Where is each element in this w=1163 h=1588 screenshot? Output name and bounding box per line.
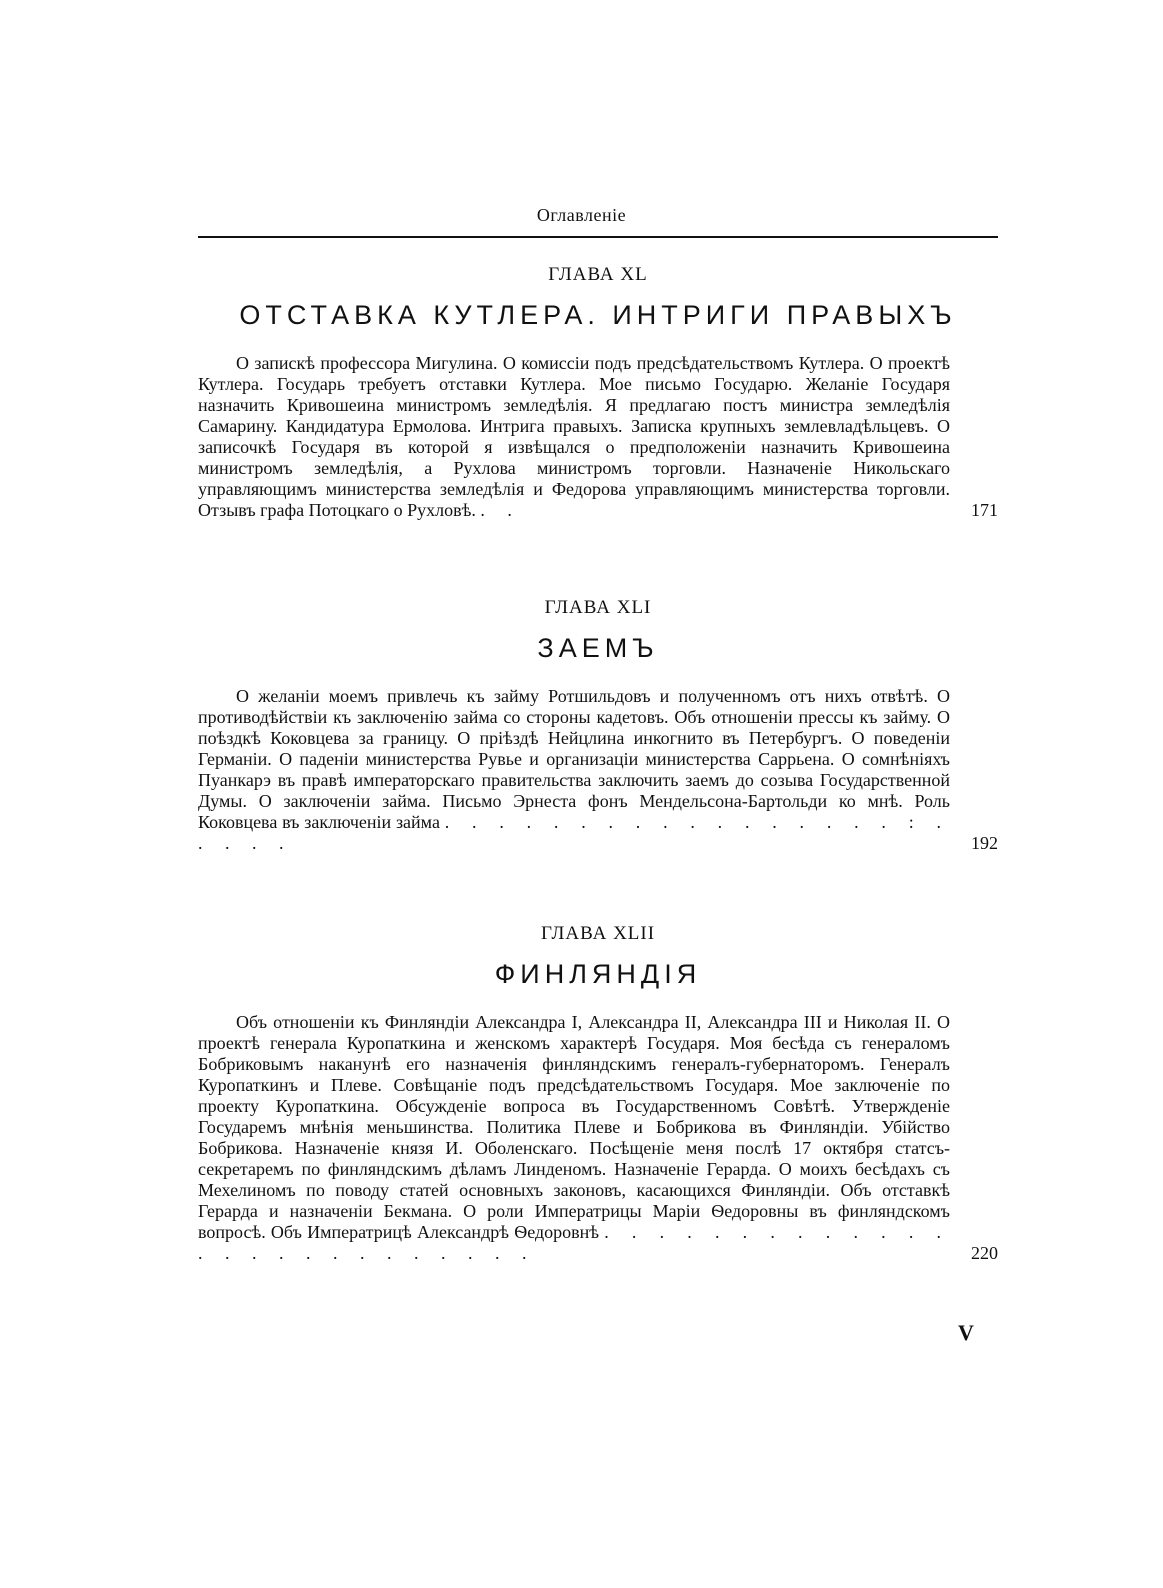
chapter-title: ЗАЕМЪ bbox=[537, 633, 659, 663]
chapter-label: ГЛАВА XLII bbox=[540, 923, 656, 944]
page-number: 192 bbox=[971, 833, 998, 853]
chapter-xl bbox=[198, 264, 998, 521]
chapter-title: ФИНЛЯНДІЯ bbox=[494, 959, 702, 989]
chapter-title: ОТСТАВКА КУТЛЕРА. ИНТРИГИ ПРАВЫХЪ bbox=[239, 300, 957, 330]
chapter-summary bbox=[198, 686, 998, 854]
header-rule bbox=[198, 236, 998, 238]
summary-text: О запискѣ профессора Мигулина. О комиссіи подъ предсѣдательствомъ Кутлера. О проектѣ Кутлера. Государь требуетъ отставки Кутлера. Мое письмо Государю. Желаніе Государя назначить Кривошеина министромъ земледѣлія. Я предлагаю постъ министра земледѣлія Самарину. Кандидатура Ермолова. Интрига правыхъ. Записка крупныхъ землевладѣльцевъ. О записочкѣ Государя въ которой я извѣщался о предположеніи назначить Кривошеина министромъ земледѣлія, а Рухлова министромъ торговли. Назначеніе Никольскаго управляющимъ министерства земледѣлія и Федорова управляющимъ министерства торговли. Отзывъ графа Потоцкаго о Рухловѣ. bbox=[198, 353, 950, 520]
dot-leader: . . . . . . . . . . . . . . . . . . . . . . . . . . bbox=[198, 1222, 951, 1263]
dot-leader: . . bbox=[480, 500, 521, 520]
chapter-summary bbox=[198, 353, 998, 521]
page-number: 220 bbox=[971, 1243, 998, 1263]
page-number: 171 bbox=[971, 500, 998, 520]
summary-text: О желаніи моемъ привлечь къ займу Ротшильдовъ и полученномъ отъ нихъ отвѣтѣ. О противодѣйствіи къ заключенію займа со стороны кадетовъ. Объ отношеніи прессы къ займу. О поѣздкѣ Коковцева за границу. О пріѣздѣ Нейцлина инкогнито въ Петербургъ. О поведеніи Германіи. О паденіи министерства Рувье и организаціи министерства Саррьена. О сомнѣніяхъ Пуанкарэ въ правѣ императорскаго правительства заключить заемъ до созыва Государственной Думы. О заключеніи займа. Письмо Эрнеста фонъ Мендельсона-Бартольди ко мнѣ. Роль Коковцева въ заключеніи займа bbox=[198, 686, 950, 832]
running-head: Оглавленіе bbox=[536, 205, 627, 225]
summary-text: Объ отношеніи къ Финляндіи Александра I, Александра II, Александра III и Николая II. О проектѣ генерала Куропаткина и женскомъ характерѣ Государя. Моя бесѣда съ генераломъ Бобриковымъ наканунѣ его назначенія финляндскимъ генералъ-губернаторомъ. Генералъ Куропаткинъ и Плеве. Совѣщаніе подъ предсѣдательствомъ Государя. Мое заключеніе по проекту Куропаткина. Обсужденіе вопроса въ Государственномъ Совѣтѣ. Утвержденіе Государемъ мнѣнія меньшинства. Политика Плеве и Бобрикова въ Финляндіи. Убійство Бобрикова. Назначеніе князя И. Оболенскаго. Посѣщеніе меня послѣ 17 октября статсъ-секретаремъ по финляндскимъ дѣламъ Линденомъ. Назначеніе Герарда. О моихъ бесѣдахъ съ Мехелиномъ по поводу статей основныхъ законовъ, касающихся Финляндіи. Объ отставкѣ Герарда и назначеніи Бекмана. О роли Императрицы Маріи Ѳедоровны въ финляндскомъ вопросѣ. Объ Императрицѣ Александрѣ Ѳедоровнѣ bbox=[198, 1012, 950, 1242]
chapter-label: ГЛАВА XL bbox=[548, 264, 648, 285]
chapter-summary bbox=[198, 1012, 998, 1264]
folio-page-number: V bbox=[958, 1320, 974, 1345]
dot-leader: . . . . . . . . . . . . . . . . . : . . . . . bbox=[198, 812, 950, 853]
chapter-label: ГЛАВА XLI bbox=[544, 597, 652, 618]
chapter-xlii bbox=[198, 923, 998, 1264]
chapter-xli bbox=[198, 597, 998, 854]
